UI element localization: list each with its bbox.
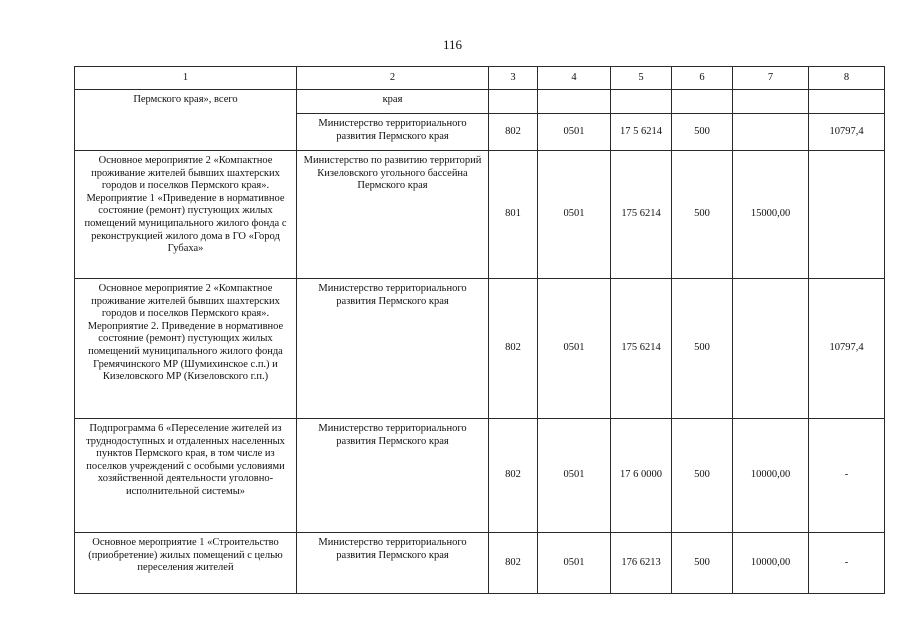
code-cell: 801 (489, 151, 538, 279)
target-article-cell: 17 5 6214 (611, 114, 672, 151)
program-name-cell: Основное мероприятие 1 «Строительство (приобретение) жилых помещений с целью переселения жителей (75, 533, 297, 594)
amount-cell (733, 114, 809, 151)
executor-cell: края (297, 90, 489, 114)
amount-cell: 10797,4 (809, 114, 885, 151)
amount-cell: - (809, 533, 885, 594)
header-cell-7: 7 (733, 67, 809, 90)
amount-cell (733, 279, 809, 419)
program-name-cell: Пермского края», всего (75, 90, 297, 151)
executor-cell: Министерство территориального развития Пермского края (297, 419, 489, 533)
executor-cell: Министерство территориального развития Пермского края (297, 533, 489, 594)
amount-cell (809, 151, 885, 279)
header-cell-6: 6 (672, 67, 733, 90)
table-row (75, 419, 885, 533)
section-cell: 0501 (538, 151, 611, 279)
page-number: 116 (442, 37, 463, 52)
code-cell: 802 (489, 533, 538, 594)
section-cell: 0501 (538, 279, 611, 419)
amount-cell: 10797,4 (809, 279, 885, 419)
section-cell: 0501 (538, 533, 611, 594)
header-cell-5: 5 (611, 67, 672, 90)
code-cell: 802 (489, 419, 538, 533)
code-cell: 802 (489, 279, 538, 419)
executor-cell: Министерство по развитию территорий Кизеловского угольного бассейна Пермского края (297, 151, 489, 279)
budget-table (74, 66, 885, 594)
header-cell-4: 4 (538, 67, 611, 90)
expense-type-cell: 500 (672, 279, 733, 419)
header-cell-3: 3 (489, 67, 538, 90)
amount-cell (733, 90, 809, 114)
section-cell (538, 90, 611, 114)
expense-type-cell (672, 90, 733, 114)
amount-cell: - (809, 419, 885, 533)
header-cell-1: 1 (75, 67, 297, 90)
target-article-cell: 17 6 0000 (611, 419, 672, 533)
target-article-cell: 176 6213 (611, 533, 672, 594)
expense-type-cell: 500 (672, 533, 733, 594)
executor-cell: Министерство территориального развития Пермского края (297, 279, 489, 419)
expense-type-cell: 500 (672, 419, 733, 533)
section-cell: 0501 (538, 419, 611, 533)
code-cell: 802 (489, 114, 538, 151)
amount-cell: 10000,00 (733, 533, 809, 594)
code-cell (489, 90, 538, 114)
table-row (75, 90, 885, 114)
program-name-cell: Основное мероприятие 2 «Компактное проживание жителей бывших шахтерских городов и поселков Пермского края». Мероприятие 1 «Приведение в нормативное состояние (ремонт) пустующих жилых помещений муниципального жилого фонда с реконструкцией жилого дома в ГО «Город Губаха» (75, 151, 297, 279)
table-row (75, 279, 885, 419)
program-name-cell: Основное мероприятие 2 «Компактное проживание жителей бывших шахтерских городов и поселков Пермского края». Мероприятие 2. Приведение в нормативное состояние (ремонт) пустующих жилых помещений муниципального жилого фонда Гремячинского МР (Шумихинское с.п.) и Кизеловского МР (Кизеловского г.п.) (75, 279, 297, 419)
table-row (75, 533, 885, 594)
section-cell: 0501 (538, 114, 611, 151)
header-cell-2: 2 (297, 67, 489, 90)
executor-cell: Министерство территориального развития Пермского края (297, 114, 489, 151)
table-row (75, 151, 885, 279)
expense-type-cell: 500 (672, 151, 733, 279)
amount-cell: 15000,00 (733, 151, 809, 279)
header-row (75, 67, 885, 90)
program-name-cell: Подпрограмма 6 «Переселение жителей из труднодоступных и отдаленных населенных пунктов Пермского края, в том числе из поселков учреждений с особыми условиями хозяйственной деятельности уголовно-исполнительной системы» (75, 419, 297, 533)
amount-cell (809, 90, 885, 114)
target-article-cell: 175 6214 (611, 279, 672, 419)
target-article-cell (611, 90, 672, 114)
expense-type-cell: 500 (672, 114, 733, 151)
target-article-cell: 175 6214 (611, 151, 672, 279)
header-cell-8: 8 (809, 67, 885, 90)
amount-cell: 10000,00 (733, 419, 809, 533)
